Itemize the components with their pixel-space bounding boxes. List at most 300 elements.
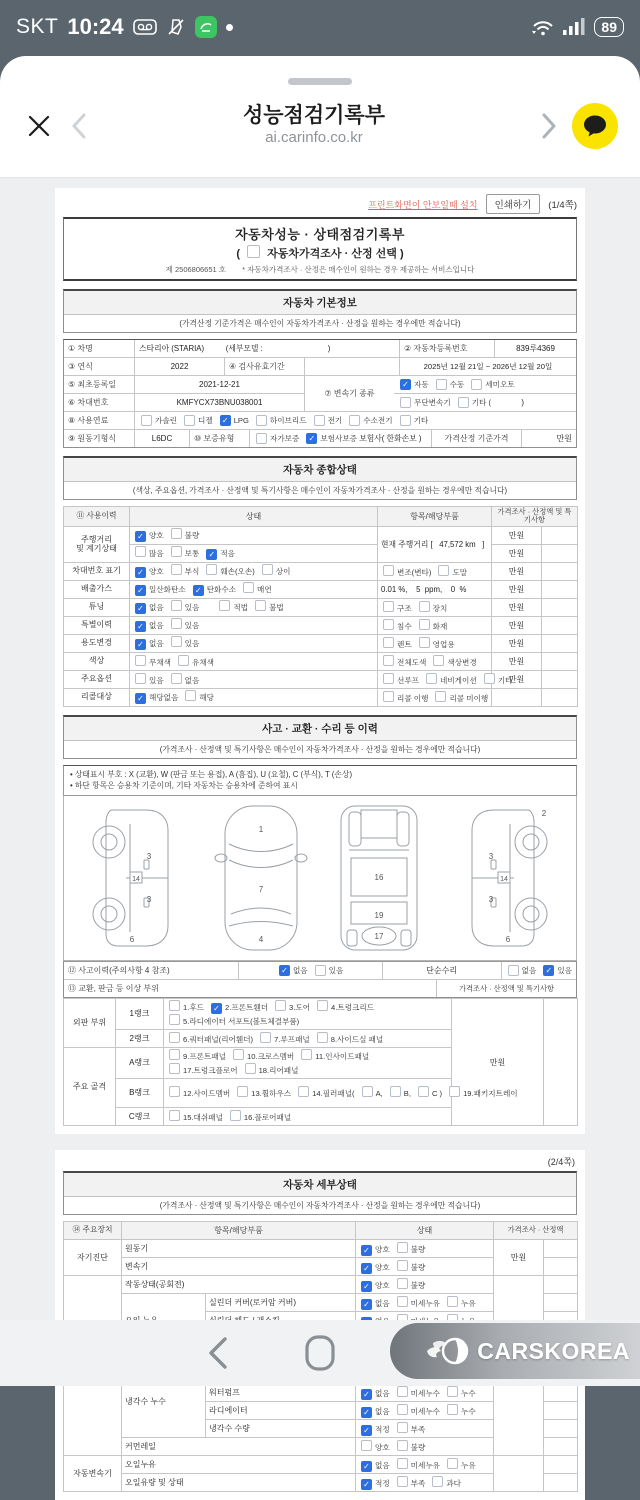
checkbox-unchecked[interactable] [383,655,394,666]
checkbox-label: 전체도색 [397,657,427,667]
checkbox-label: 변조(변타) [397,567,432,577]
page-title: 성능점검기록부 [242,103,385,127]
section-overall-title: 자동차 종합상태 [64,458,576,482]
price-cell: 만원 [492,652,542,670]
checkbox-unchecked[interactable] [419,601,430,612]
col-header: ⑭ 주요장치 [64,1222,122,1240]
price-cell: 만원 [492,634,542,652]
overall-state-table [63,506,578,707]
checkbox-unchecked[interactable] [447,1296,458,1307]
checkbox-unchecked[interactable] [419,637,430,648]
car-underbody-view [327,802,431,954]
checkbox-unchecked[interactable] [383,565,394,576]
vin-value: KMFYCX73BNU038001 [134,394,304,411]
checkbox-label: 하이브리드 [269,416,307,425]
carrier-label: SKT [16,15,59,38]
checkbox-label: 많음 [149,549,164,559]
nav-back-icon[interactable] [205,1334,231,1377]
status-checks [130,688,378,706]
checkbox-unchecked[interactable] [471,379,482,390]
exchange-price-header: 가격조사 · 산정액 및 특기사항 [436,980,576,997]
checkbox-label: 6.쿼터패널(리어휀더) [183,1035,254,1045]
accident-history-checks [238,962,382,979]
checkbox-checked[interactable]: ✓ [361,1425,372,1436]
checkbox-unchecked[interactable] [317,1032,328,1043]
frame-label: 주요 골격 [64,1048,116,1126]
vibrate-icon [166,17,186,37]
checkbox-unchecked[interactable] [260,1032,271,1043]
rank-label: A랭크 [116,1048,164,1079]
checkbox-unchecked[interactable] [169,1049,180,1060]
checkbox-unchecked[interactable] [349,415,360,426]
checkbox-checked[interactable]: ✓ [193,585,204,596]
field-label: ⑤ 최초등록일 [64,376,134,393]
checkbox-label: 누수 [461,1406,476,1416]
checkbox-label: 19.패키지트레이 [463,1089,518,1099]
car-side-right-view [446,802,558,954]
status-checks [130,616,378,634]
checkbox-label: 탄화수소 [206,585,237,595]
checkbox-unchecked[interactable] [397,1278,408,1289]
checkbox-unchecked[interactable] [255,600,266,611]
checkbox-unchecked[interactable] [400,397,411,408]
checkbox-unchecked[interactable] [169,1014,180,1025]
checkbox-unchecked[interactable] [447,1386,458,1397]
checkbox-unchecked[interactable] [383,637,394,648]
battery-indicator: 89 [594,17,624,37]
checkbox-label: 있음 [328,966,344,976]
checkbox-label: 4.트렁크리드 [331,1003,375,1013]
checkbox-unchecked[interactable] [397,1242,408,1253]
checkbox-unchecked[interactable] [298,1086,309,1097]
checkbox-label: 매연 [257,585,272,595]
checkbox-unchecked[interactable] [426,673,437,684]
svg-text:1: 1 [258,825,264,835]
status-checks [130,580,378,598]
checkbox-label: LPG [233,416,249,425]
checkbox-unchecked[interactable] [230,1110,241,1121]
checkbox-label: 장치 [432,603,448,613]
checkbox-checked[interactable]: ✓ [135,531,146,542]
checkbox-label: 훼손(오손) [220,567,255,577]
item-checks [378,688,492,706]
nav-home-icon[interactable] [303,1334,337,1377]
cell-text: 47,572 km [439,539,476,549]
checkbox-unchecked[interactable] [362,1086,373,1097]
checkbox-unchecked[interactable] [219,600,230,611]
checkbox-label: 기타 ( [471,398,491,407]
voicemail-icon [133,19,157,35]
price-cell: 만원 [452,999,544,1126]
checkbox-label: 양호 [375,1280,390,1290]
checkbox-unchecked[interactable] [508,965,519,976]
item-checks [378,598,492,616]
field-label: ④ 검사유효기간 [224,358,304,375]
rank-table [63,998,578,1126]
basic-info-table [63,339,577,448]
carskorea-watermark [390,1323,640,1379]
checkbox-unchecked[interactable] [383,619,394,630]
checkbox-unchecked[interactable] [141,415,152,426]
cell-text: 현재 주행거리 [ [381,539,440,549]
base-price-label: 가격산정 기준가격 [431,430,521,447]
checkbox-label: 자가보증 [270,434,300,443]
svg-text:2: 2 [541,809,546,819]
svg-text:6: 6 [505,935,510,945]
checkbox-checked[interactable]: ✓ [361,1245,372,1256]
checkbox-label: 부족 [410,1424,426,1434]
col-header: 가격조사 · 산정액 및 특기사항 [492,507,578,527]
checkbox-label: 10.크로스멤버 [247,1052,295,1062]
checkbox-label: 적음 [220,549,236,559]
checkbox-unchecked[interactable] [135,655,146,666]
checkbox-label: 양호 [375,1443,390,1453]
checkbox-unchecked[interactable] [256,415,267,426]
checkbox-label: 불량 [410,1280,426,1290]
checkbox-label: 불법 [269,603,284,613]
install-print-plugin-link[interactable]: 프린트화면이 안보일때 설치 [368,199,478,210]
carskorea-logo-icon [425,1331,471,1371]
checkbox-unchecked[interactable] [383,601,394,612]
price-survey-checkbox[interactable] [247,245,260,258]
checkbox-checked[interactable]: ✓ [135,585,146,596]
checkbox-unchecked[interactable] [184,415,195,426]
checkbox-label: 12.사이드멤버 [183,1089,231,1099]
checkbox-unchecked[interactable] [171,673,182,684]
checkbox-label: 있음 [149,675,164,685]
checkbox-label: 선루프 [397,675,420,685]
android-nav-bar [0,1320,640,1386]
first-registration-value: 2021-12-21 [134,376,304,393]
transmission-checks-1 [394,376,576,393]
cell-text [199,603,212,612]
checkbox-label: 누유 [461,1298,476,1308]
checkbox-checked[interactable]: ✓ [361,1389,372,1400]
svg-text:14: 14 [499,876,508,884]
checkbox-label: 없음 [521,966,537,976]
checkbox-unchecked[interactable] [171,618,182,629]
status-checks [356,1438,494,1456]
rank-label: 2랭크 [116,1030,164,1048]
item-label: 작동상태(공회전) [122,1276,356,1294]
cell-text: ) [491,398,524,407]
checkbox-unchecked[interactable] [317,1000,328,1011]
svg-text:16: 16 [374,873,384,883]
field-label: ② 자동차등록번호 [399,340,494,357]
checkbox-unchecked[interactable] [397,1458,408,1469]
checkbox-checked[interactable]: ✓ [206,549,217,560]
checkbox-checked[interactable]: ✓ [211,1003,222,1014]
checkbox-label: 무단변속기 [414,398,451,407]
checkbox-unchecked[interactable] [397,1476,408,1487]
checkbox-unchecked[interactable] [301,1049,312,1060]
row-label: 리콜대상 [64,688,130,706]
cell-text: 보험사( 한화손보 ) [357,434,422,443]
model-year-value: 2022 [134,358,224,375]
checkbox-unchecked[interactable] [449,1086,460,1097]
checkbox-unchecked[interactable] [447,1458,458,1469]
checkbox-unchecked[interactable] [397,1386,408,1397]
checkbox-unchecked[interactable] [262,564,273,575]
checkbox-checked[interactable]: ✓ [135,621,146,632]
inspection-period-value: 2025년 12월 21일 ~ 2026년 12월 20일 [399,358,576,375]
checkbox-label: 리콜 미이행 [449,693,489,703]
document-number: 제 2506806651 호 [165,265,227,274]
status-checks [130,652,378,670]
checkbox-unchecked[interactable] [397,1260,408,1271]
checkbox-label: 양호 [375,1262,390,1272]
row-label: 배출가스 [64,580,130,598]
sheet-drag-handle[interactable] [288,78,352,85]
checkbox-unchecked[interactable] [237,1086,248,1097]
checkbox-label: 리콜 이행 [397,693,429,703]
checkbox-unchecked[interactable] [169,1086,180,1097]
clock: 10:24 [67,14,124,39]
checkbox-label: 없음 [292,966,308,976]
checkbox-checked[interactable]: ✓ [361,1263,372,1274]
close-icon[interactable] [22,109,56,143]
car-damage-diagram [63,796,577,961]
checkbox-checked[interactable]: ✓ [361,1461,372,1472]
svg-text:3: 3 [147,895,152,905]
rank-items [164,1030,452,1048]
status-checks [130,544,378,562]
checkbox-unchecked[interactable] [397,1422,408,1433]
checkbox-unchecked[interactable] [169,1063,180,1074]
field-label: ③ 연식 [64,358,134,375]
checkbox-unchecked[interactable] [245,1063,256,1074]
checkbox-unchecked[interactable] [397,1296,408,1307]
section-overall-note: (색상, 주요옵션, 가격조사 · 산정액 및 특기사항은 매수인이 자동차가격조사 · 산정을 원하는 경우에만 적습니다) [132,486,508,495]
field-label: ⑧ 사용연료 [64,412,134,429]
checkbox-unchecked[interactable] [171,546,182,557]
rank-items [164,1048,452,1079]
price-cell: 만원 [492,544,542,562]
checkbox-label: 없음 [149,639,164,649]
checkbox-unchecked[interactable] [315,965,326,976]
checkbox-label: 디젤 [198,416,213,425]
checkbox-label: 기타 [497,675,513,685]
status-checks [356,1276,494,1294]
checkbox-label: 미세누유 [410,1460,441,1470]
item-label: 오일누유 [122,1456,356,1474]
checkbox-unchecked[interactable] [178,655,189,666]
checkbox-unchecked[interactable] [400,415,411,426]
checkbox-unchecked[interactable] [171,564,182,575]
checkbox-label: 1.후드 [183,1003,205,1013]
accident-history-label: ⑫ 사고이력(주의사항 4 참조) [64,962,238,979]
status-checks [356,1474,494,1492]
svg-text:17: 17 [374,932,384,942]
checkbox-label: 없음 [184,675,200,685]
chat-bubble-icon [582,114,608,138]
checkbox-unchecked[interactable] [171,600,182,611]
checkbox-unchecked[interactable] [169,1000,180,1011]
checkbox-label: A, [375,1089,383,1099]
price-cell: 만원 [494,1240,544,1276]
checkbox-label: 누수 [461,1388,476,1398]
checkbox-label: 있음 [184,639,200,649]
rank-items [164,1079,518,1108]
checkbox-label: 상이 [275,567,291,577]
checkbox-label: 2.프론트휀더 [225,1003,269,1013]
checkbox-label: 화재 [432,621,448,631]
checkbox-checked[interactable]: ✓ [361,1407,372,1418]
checkbox-unchecked[interactable] [169,1032,180,1043]
checkbox-label: 미세누수 [410,1406,441,1416]
checkbox-unchecked[interactable] [361,1440,372,1451]
checkbox-unchecked[interactable] [233,1049,244,1060]
checkbox-unchecked[interactable] [169,1110,180,1121]
group-label: 자동변속기 [64,1456,122,1492]
checkbox-checked[interactable]: ✓ [543,965,554,976]
checkbox-unchecked[interactable] [171,636,182,647]
checkbox-checked[interactable]: ✓ [135,603,146,614]
checkbox-label: 가솔린 [155,416,178,425]
checkbox-checked[interactable]: ✓ [361,1479,372,1490]
checkbox-unchecked[interactable] [275,1000,286,1011]
checkbox-unchecked[interactable] [419,619,430,630]
car-name-value [134,340,399,357]
checkbox-label: 18.리어패널 [258,1066,299,1076]
checkbox-label: 없음 [375,1298,390,1308]
checkbox-unchecked[interactable] [185,690,196,701]
field-label: ⑨ 원동기형식 [64,430,134,447]
checkbox-label: 수동 [449,380,465,389]
checkbox-label: 16.플로어패널 [243,1113,292,1123]
checkbox-unchecked[interactable] [397,1440,408,1451]
checkbox-label: 불량 [184,531,200,541]
row-label: 주요옵션 [64,670,130,688]
checkbox-checked[interactable]: ✓ [220,415,231,426]
checkbox-label: 3.도어 [289,1003,311,1013]
checkbox-unchecked[interactable] [418,1086,429,1097]
checkbox-unchecked[interactable] [314,415,325,426]
checkbox-label: 없음 [375,1388,390,1398]
checkbox-unchecked[interactable] [243,582,254,593]
section-basic-info [63,289,577,333]
checkbox-label: 수소전기 [363,416,393,425]
checkbox-checked[interactable]: ✓ [306,433,317,444]
checkbox-label: 부족 [410,1478,426,1488]
checkbox-unchecked[interactable] [206,564,217,575]
checkbox-unchecked[interactable] [438,565,449,576]
checkbox-checked[interactable]: ✓ [400,379,411,390]
checkbox-unchecked[interactable] [135,546,146,557]
cell-text: (세부모델 : ) [204,344,331,353]
checkbox-unchecked[interactable] [433,655,444,666]
mileage-value [378,526,492,562]
checkbox-unchecked[interactable] [458,397,469,408]
checkbox-checked[interactable]: ✓ [135,567,146,578]
checkbox-unchecked[interactable] [435,691,446,702]
exchange-label: ⑬ 교환, 판금 등 이상 부위 [64,980,436,997]
cell-text: 스타리아 (STARIA) [139,344,205,353]
checkbox-unchecked[interactable] [397,1404,408,1415]
checkbox-label: 영업용 [432,639,455,649]
checkbox-label: 14.필러패널( [312,1089,355,1099]
price-cell: 만원 [492,598,542,616]
checkbox-checked[interactable]: ✓ [135,639,146,650]
checkbox-label: 8.사이드실 패널 [330,1035,384,1045]
green-app-icon [195,16,217,38]
col-header: 항목/해당부품 [122,1222,356,1240]
field-label: ⑩ 보증유형 [189,430,249,447]
service-note: * 자동차가격조사 · 산정은 매수인이 원하는 경우 제공하는 서비스입니다 [242,265,475,274]
transmission-checks-2 [394,394,576,411]
checkbox-label: 적정 [375,1424,390,1434]
checkbox-checked[interactable]: ✓ [135,693,146,704]
checkbox-unchecked[interactable] [436,379,447,390]
svg-text:7: 7 [258,885,264,895]
status-checks [356,1240,494,1258]
col-header: 상태 [130,507,378,527]
row-label: 주행거리 및 계기상태 [64,526,130,562]
kakao-chat-button[interactable] [572,103,618,149]
item-checks [378,616,492,634]
state-code-legend: • 상태표시 부호 : X (교환), W (판금 또는 용접), A (흠집), U (요철), C (부식), T (손상) • 하단 항목은 승용차 기준이며, 기타 자동차는 승용차에 준하여 표시 [63,765,577,796]
checkbox-unchecked[interactable] [383,673,394,684]
svg-text:3: 3 [488,852,493,862]
signal-bars-icon [563,18,585,36]
checkbox-label: 부식 [184,567,200,577]
status-checks [130,634,378,652]
checkbox-unchecked[interactable] [432,1476,443,1487]
checkbox-label: 누유 [461,1460,476,1470]
checkbox-unchecked[interactable] [171,528,182,539]
status-checks [130,670,378,688]
checkbox-checked[interactable]: ✓ [361,1281,372,1292]
section-detail-title: 자동차 세부상태 [64,1173,576,1197]
checkbox-label: 없음 [149,621,164,631]
subgroup-label: 냉각수 누수 [122,1366,206,1438]
checkbox-label: 전기 [327,416,343,425]
status-checks [356,1456,494,1474]
wifi-icon [530,17,554,37]
back-chevron-icon[interactable] [66,109,92,143]
status-checks [356,1294,494,1312]
svg-text:6: 6 [130,935,135,945]
status-checks [356,1258,494,1276]
simple-repair-checks [501,962,576,979]
checkbox-unchecked[interactable] [256,433,267,444]
status-checks [356,1420,494,1438]
checkbox-checked[interactable]: ✓ [279,965,290,976]
checkbox-unchecked[interactable] [390,1086,401,1097]
section-overall [63,456,577,500]
cell-text: 0.01 %, 5 ppm, 0 % [381,584,467,594]
svg-text:4: 4 [258,935,264,945]
checkbox-unchecked[interactable] [135,673,146,684]
print-button[interactable]: 인쇄하기 [486,194,541,214]
forward-chevron-icon[interactable] [536,109,562,143]
checkbox-unchecked[interactable] [383,691,394,702]
checkbox-label: 해당 [199,693,215,703]
checkbox-unchecked[interactable] [484,673,495,684]
checkbox-label: 렌트 [397,639,412,649]
checkbox-label: 11.인사이드패널 [315,1052,370,1062]
part-label: 워터펌프 [206,1384,356,1402]
price-cell: 만원 [492,670,542,688]
checkbox-label: 양호 [149,531,164,541]
col-header: 가격조사 · 산정액 [494,1222,578,1240]
checkbox-checked[interactable]: ✓ [361,1299,372,1310]
checkbox-label: 없음 [375,1460,390,1470]
svg-text:3: 3 [488,895,493,905]
checkbox-unchecked[interactable] [447,1404,458,1415]
browser-sheet-header [0,56,640,178]
emission-values [378,580,492,598]
